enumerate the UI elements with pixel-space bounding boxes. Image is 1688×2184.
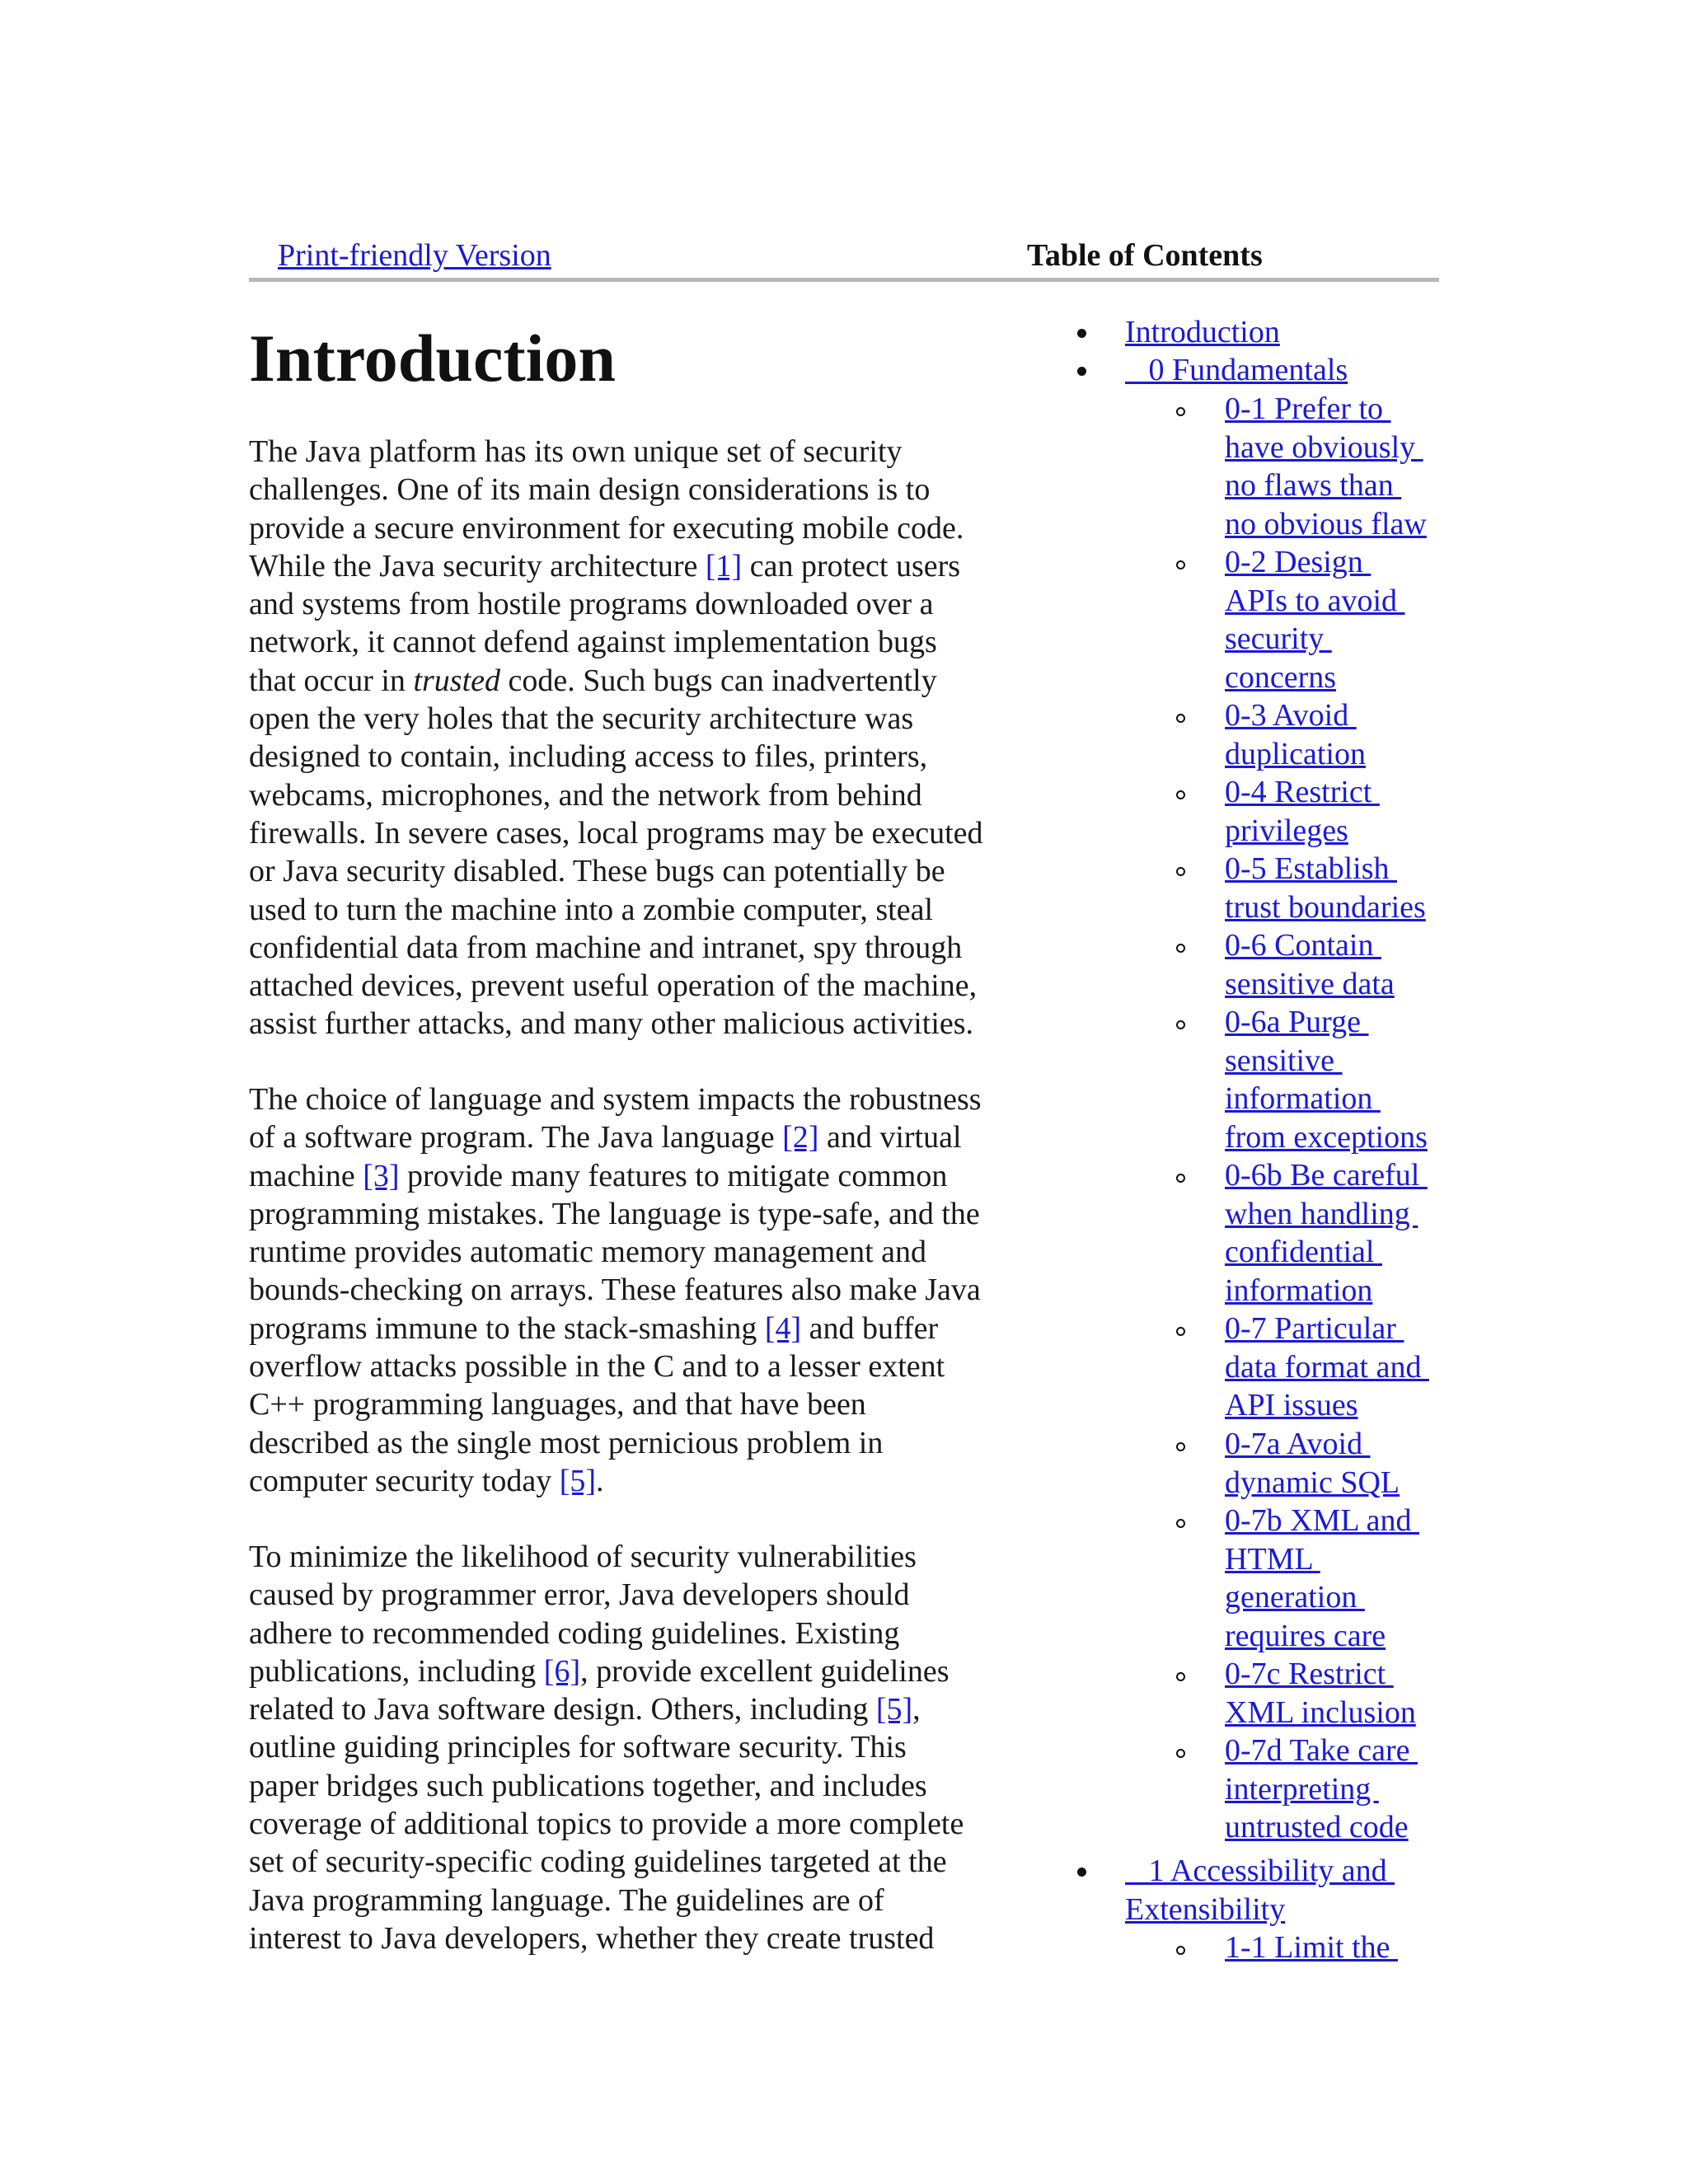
reference-link-3[interactable]: [3] [363,1158,400,1193]
toc-link-0-4[interactable] [1225,773,1380,850]
text-fragment: , [912,1692,921,1727]
bullet-circle-icon [1176,714,1185,723]
toc-link-text: 0-7b XML and [1225,1503,1420,1538]
text-line: bounds-checking on arrays. These features also make Java [249,1272,981,1308]
bullet-circle-icon [1176,1519,1185,1528]
toc-link-text: 0-7d Take care [1225,1733,1418,1768]
text-line: adhere to recommended coding guidelines. Existing [249,1615,900,1651]
text-line: C++ programming languages, and that have been [249,1387,866,1422]
text-fragment: can protect users [742,548,961,583]
text-fragment: While the Java security architecture [249,548,706,583]
bullet-circle-icon [1176,407,1185,416]
toc-link-0-6[interactable] [1225,926,1395,1003]
toc-link-0-6a[interactable] [1225,1003,1428,1156]
text-line: interest to Java developers, whether they create trusted [249,1920,935,1956]
bullet-circle-icon [1176,944,1185,953]
text-line [249,662,1040,700]
bullet-circle-icon [1176,1020,1185,1029]
emphasis-trusted: trusted [413,663,500,698]
toc-link-text: 0-6 Contain [1225,928,1381,963]
bullet-circle-icon [1176,1327,1185,1336]
toc-heading: Table of Contents [1027,238,1263,273]
text-line: assist further attacks, and many other malicious activities. [249,1006,974,1042]
toc-link-text: Extensibility [1125,1891,1286,1927]
text-line [249,547,1040,585]
main-content [249,317,1040,1956]
toc-link-0-3[interactable] [1225,696,1366,773]
toc-link-text: 0-7 Particular [1225,1311,1404,1346]
text-fragment: machine [249,1158,363,1193]
toc-link-text: 0-3 Avoid [1225,698,1357,733]
text-line: and systems from hostile programs downloaded over a [249,587,934,622]
toc-link-0-5[interactable] [1225,850,1426,926]
text-line: The Java platform has its own unique set of security [249,434,903,469]
toc-link-text: XML inclusion [1225,1694,1416,1730]
toc-link-0-6b[interactable] [1225,1156,1428,1310]
bullet-disc-icon [1077,1868,1086,1877]
toc-link-text: 0-7a Avoid [1225,1427,1371,1461]
text-line: challenges. One of its main design considerations is to [249,472,931,508]
page-title: Introduction [249,321,617,396]
toc-link-text: 0-6b Be careful [1225,1158,1428,1193]
toc-link-accessibility[interactable] [1125,1852,1395,1929]
toc-link-text: confidential [1225,1235,1382,1269]
text-fragment: computer security today [249,1463,560,1498]
toc-link-fundamentals[interactable] [1125,351,1348,390]
toc-link-0-2[interactable] [1225,543,1405,696]
toc-link-text: no obvious flaw [1225,506,1427,541]
toc-link-text: trust boundaries [1225,889,1426,925]
toc-link-text: Introduction [1125,315,1280,349]
bullet-circle-icon [1176,1946,1185,1955]
text-line: The choice of language and system impacts the robustness [249,1082,982,1117]
intro-paragraph-2 [249,1080,1040,1500]
toc-link-0-7c[interactable] [1225,1655,1416,1732]
bullet-circle-icon [1176,1749,1185,1758]
text-line: confidential data from machine and intranet, spy through [249,930,963,965]
text-line: paper bridges such publications together, and includes [249,1768,927,1803]
text-line: firewalls. In severe cases, local programs may be executed [249,815,983,851]
text-line: described as the single most pernicious problem in [249,1425,884,1460]
toc-link-text: 1-1 Limit the [1225,1930,1399,1965]
toc-link-text: when handling [1225,1196,1418,1231]
toc-link-text: no flaws than [1225,468,1402,503]
reference-link-5[interactable]: [5] [559,1463,597,1498]
bullet-disc-icon [1077,329,1086,338]
text-line: provide a secure environment for executing mobile code. [249,510,964,546]
text-fragment: code. Such bugs can inadvertently [500,663,937,698]
reference-link-1[interactable]: [1] [705,548,743,583]
toc-link-text: 0-6a Purge [1225,1005,1369,1039]
text-line [249,1690,1040,1728]
toc-link-text: duplication [1225,736,1366,771]
text-line: or Java security disabled. These bugs can potentially be [249,854,945,889]
toc-link-0-7b[interactable] [1225,1502,1419,1655]
text-fragment: of a software program. The Java language [249,1120,783,1155]
bullet-circle-icon [1176,560,1185,569]
text-line: designed to contain, including access to files, printers, [249,739,928,775]
text-line [249,1310,1040,1347]
text-line: open the very holes that the security architecture was [249,701,914,737]
toc-link-text: data format and [1225,1349,1429,1385]
bullet-circle-icon [1176,1672,1185,1681]
toc-link-text: 0-1 Prefer to [1225,391,1391,426]
text-line: caused by programmer error, Java developers should [249,1577,910,1613]
toc-link-0-7a[interactable] [1225,1425,1400,1502]
toc-link-0-1[interactable] [1225,390,1427,543]
intro-paragraph-3 [249,1538,1040,1957]
toc-link-text: security [1225,621,1332,656]
text-line: To minimize the likelihood of security vulnerabilities [249,1540,917,1574]
text-fragment: programs immune to the stack-smashing [249,1310,765,1346]
text-fragment: publications, including [249,1653,544,1689]
toc-link-text: privileges [1225,813,1348,848]
bullet-circle-icon [1176,790,1185,799]
text-line: coverage of additional topics to provide a more complete [249,1807,964,1842]
toc-link-text: have obviously [1225,429,1423,465]
toc-link-text: concerns [1225,659,1337,695]
text-line: used to turn the machine into a zombie computer, steal [249,892,934,927]
toc-link-introduction[interactable] [1125,313,1280,352]
toc-link-text: information [1225,1272,1373,1308]
text-fragment: . [596,1463,604,1498]
bullet-circle-icon [1176,867,1185,876]
text-fragment: and virtual [818,1120,962,1155]
toc-link-text: dynamic SQL [1225,1465,1400,1500]
text-line: set of security-specific coding guidelines targeted at the [249,1844,947,1880]
text-line: Java programming language. The guidelines are of [249,1882,884,1918]
text-line [249,1652,1040,1690]
text-line: programming mistakes. The language is type-safe, and the [249,1196,980,1231]
toc-link-text: generation [1225,1580,1365,1615]
toc-link-text: sensitive data [1225,966,1395,1001]
bullet-disc-icon [1077,367,1086,376]
toc-link-text: 0-2 Design [1225,545,1372,579]
text-line: network, it cannot defend against implementation bugs [249,625,937,660]
reference-link-2[interactable]: [2] [782,1120,819,1155]
toc-link-text: 0-7c Restrict [1225,1657,1394,1691]
text-line: webcams, microphones, and the network from behind [249,777,922,813]
toc-link-text: 0-5 Establish [1225,851,1397,886]
reference-link-4[interactable]: [4] [764,1310,802,1346]
top-bar [249,235,1439,282]
text-line: attached devices, prevent useful operation of the machine, [249,968,978,1004]
reference-link-5b[interactable]: [5] [875,1692,913,1727]
toc-link-text: sensitive [1225,1043,1343,1078]
text-line [249,1462,1040,1500]
toc-link-text: APIs to avoid [1225,583,1405,618]
text-fragment: related to Java software design. Others, including [249,1692,876,1727]
text-line: outline guiding principles for software security. This [249,1730,907,1765]
text-line [249,1157,1040,1195]
toc-link-text: API issues [1225,1388,1358,1422]
bullet-circle-icon [1176,1174,1185,1183]
toc-link-text: information [1225,1081,1381,1116]
toc-link-text: HTML [1225,1541,1320,1577]
toc-link-text: requires care [1225,1618,1386,1653]
toc-link-0-7[interactable] [1225,1310,1429,1425]
toc-link-text: untrusted code [1225,1810,1409,1844]
toc-link-text: 0 Fundamentals [1125,353,1348,387]
intro-paragraph-1 [249,433,1040,1043]
reference-link-6[interactable]: [6] [543,1653,581,1689]
text-fragment: , provide excellent guidelines [580,1653,950,1689]
toc-link-1-1[interactable] [1225,1929,1398,1967]
text-line: overflow attacks possible in the C and to a lesser extent [249,1349,945,1385]
print-friendly-link[interactable]: Print-friendly Version [278,238,551,273]
toc-link-text: 1 Accessibility and [1125,1854,1395,1888]
text-line: runtime provides automatic memory management and [249,1235,927,1270]
text-fragment: that occur in [249,663,414,698]
bullet-circle-icon [1176,1442,1185,1451]
text-fragment: provide many features to mitigate common [399,1158,948,1193]
toc-link-text: from exceptions [1225,1119,1428,1155]
toc-link-text: 0-4 Restrict [1225,775,1380,809]
text-fragment: and buffer [801,1310,939,1346]
toc-link-text: interpreting [1225,1771,1379,1807]
text-line [249,1118,1040,1156]
toc-link-0-7d[interactable] [1225,1732,1418,1847]
